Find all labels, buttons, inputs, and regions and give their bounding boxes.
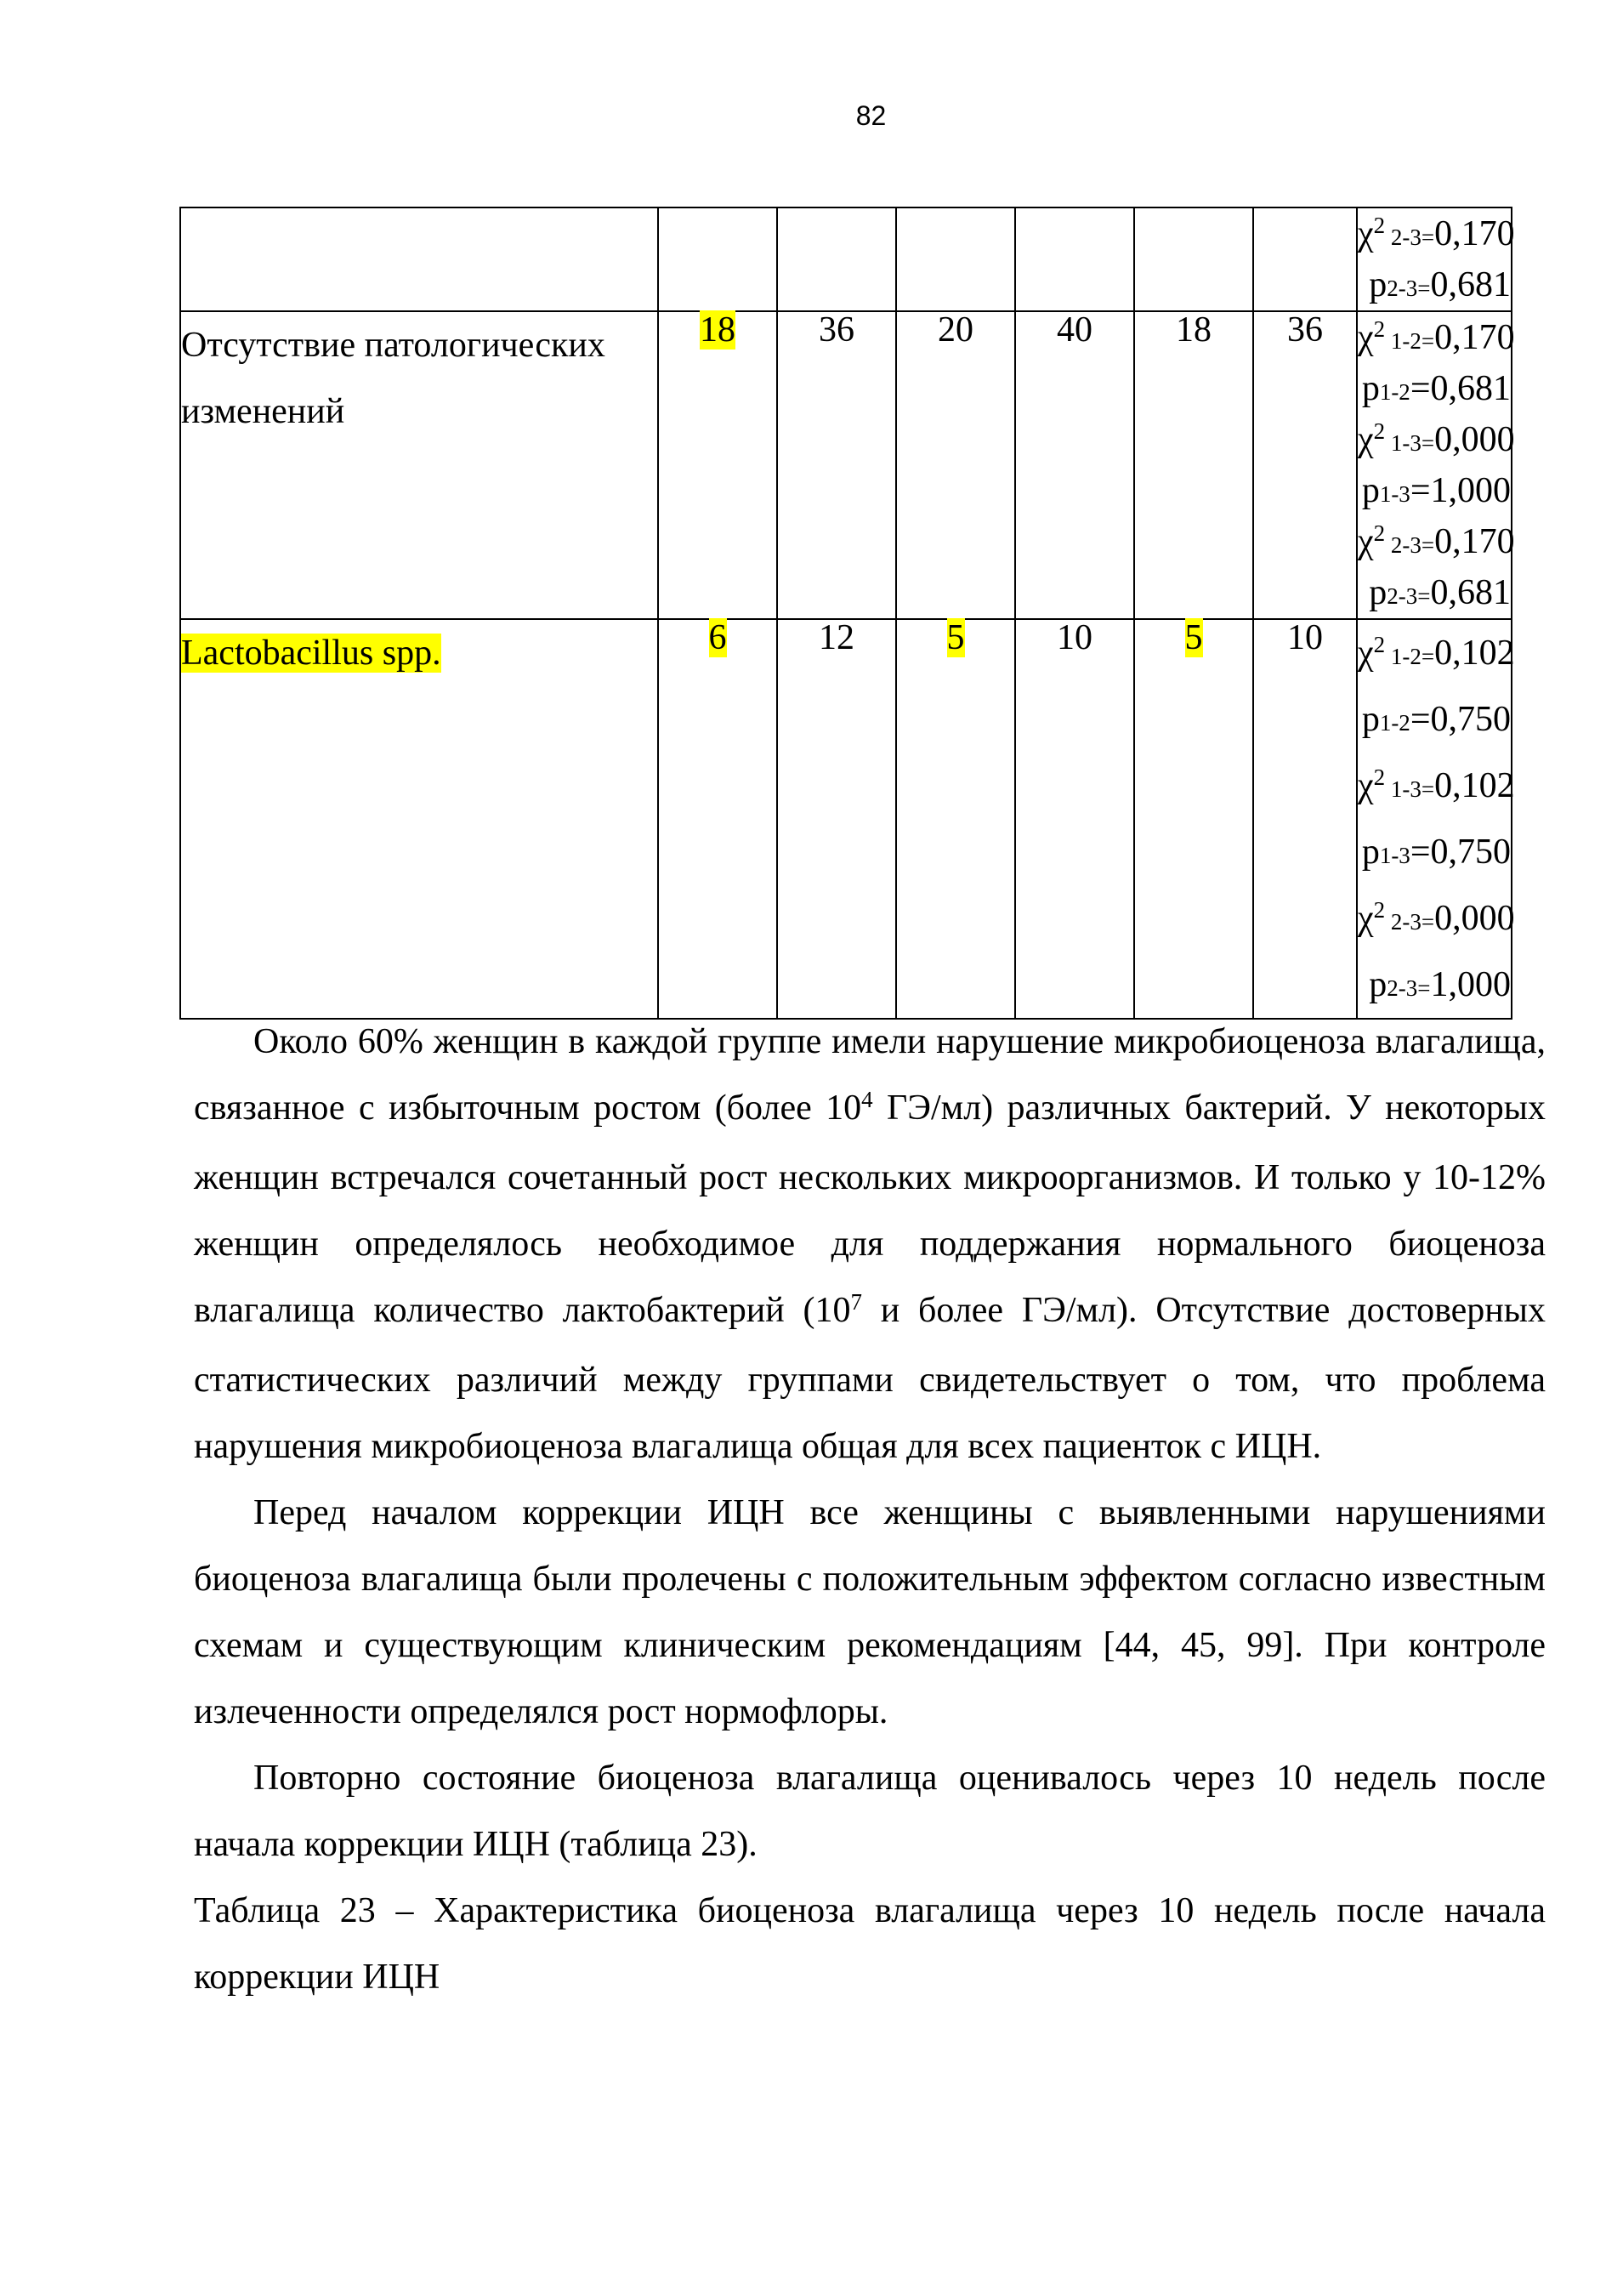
table-cell: [896, 207, 1015, 311]
stats-cell: [1357, 619, 1515, 1019]
table-cell: [777, 207, 896, 311]
table-cell: 10: [1253, 619, 1357, 1019]
p-value: p1-2=0,750: [1361, 700, 1511, 739]
chi-square-value: $\chi^2$ 1-2=0,102: [1358, 632, 1515, 673]
p-value: p1-3=0,750: [1361, 833, 1511, 872]
table-caption: Таблица 23 – Характеристика биоценоза влагалища через 10 недель после начала коррекции ИЦН: [194, 1891, 1546, 1997]
p-value: p1-2=0,681: [1361, 369, 1511, 408]
table-row: [180, 207, 1512, 311]
row-label: [180, 207, 658, 311]
table-cell: 5: [896, 619, 1015, 1019]
paragraph: Перед началом коррекции ИЦН все женщины с выявленными нарушениями биоценоза влагалища были пролечены с положительным эффектом согласно известным схемам и существующим клиническим рекомендациям [44, 45, 99]. При контроле излеченности определялся рост нормофлоры.: [194, 1493, 1546, 1731]
chi-square-value: $\chi^2$ 1-3=0,102: [1358, 764, 1515, 805]
chi-square-value: $\chi^2$ 1-2=0,170: [1358, 316, 1515, 357]
table-row: [180, 619, 1512, 1019]
table-cell: 36: [1253, 311, 1357, 619]
table-cell: 18: [1134, 311, 1253, 619]
table-row: [180, 311, 1512, 619]
paragraph: Повторно состояние биоценоза влагалища оценивалось через 10 недель после начала коррекции ИЦН (таблица 23).: [194, 1759, 1546, 1864]
p-value: p2-3=0,681: [1369, 265, 1511, 304]
results-table: [179, 207, 1515, 1020]
p-value: p1-3=1,000: [1361, 471, 1511, 510]
page-number: 82: [855, 100, 887, 131]
table-cell: [1015, 207, 1134, 311]
table-cell: [658, 207, 777, 311]
row-label: Отсутствие патологических изменений: [180, 311, 658, 619]
body-text: [194, 1009, 1546, 2010]
table-cell: 5: [1134, 619, 1253, 1019]
table-cell: 36: [777, 311, 896, 619]
table-cell: 12: [777, 619, 896, 1019]
stats-cell: [1357, 207, 1515, 311]
chi-square-value: $\chi^2$ 2-3=0,170: [1358, 213, 1515, 253]
table-cell: 10: [1015, 619, 1134, 1019]
stats-cell: [1357, 311, 1515, 619]
table-cell: 6: [658, 619, 777, 1019]
p-value: p2-3=1,000: [1369, 965, 1511, 1004]
table-cell: [1253, 207, 1357, 311]
table-cell: 20: [896, 311, 1015, 619]
p-value: p2-3=0,681: [1369, 573, 1511, 612]
chi-square-value: $\chi^2$ 1-3=0,000: [1358, 418, 1515, 459]
table-cell: 18: [658, 311, 777, 619]
chi-square-value: $\chi^2$ 2-3=0,000: [1358, 897, 1515, 938]
table-cell: 40: [1015, 311, 1134, 619]
row-label: Lactobacillus spp.: [180, 619, 658, 1019]
table-cell: [1134, 207, 1253, 311]
paragraph: Около 60% женщин в каждой группе имели нарушение микробиоценоза влагалища, связанное с избыточным ростом (более $10^4$ ГЭ/мл) различных бактерий. У некоторых женщин встречался сочетанный рост нескольких микроорганизмов. И только у 10-12% женщин определялось необходимое для поддержания нормального биоценоза влагалища количество лактобактерий ($10^7$ и более ГЭ/мл). Отсутствие достоверных статистических различий между группами свидетельствует о том, что проблема нарушения микробиоценоза влагалища общая для всех пациенток с ИЦН.: [194, 1022, 1546, 1466]
chi-square-value: $\chi^2$ 2-3=0,170: [1358, 520, 1515, 561]
